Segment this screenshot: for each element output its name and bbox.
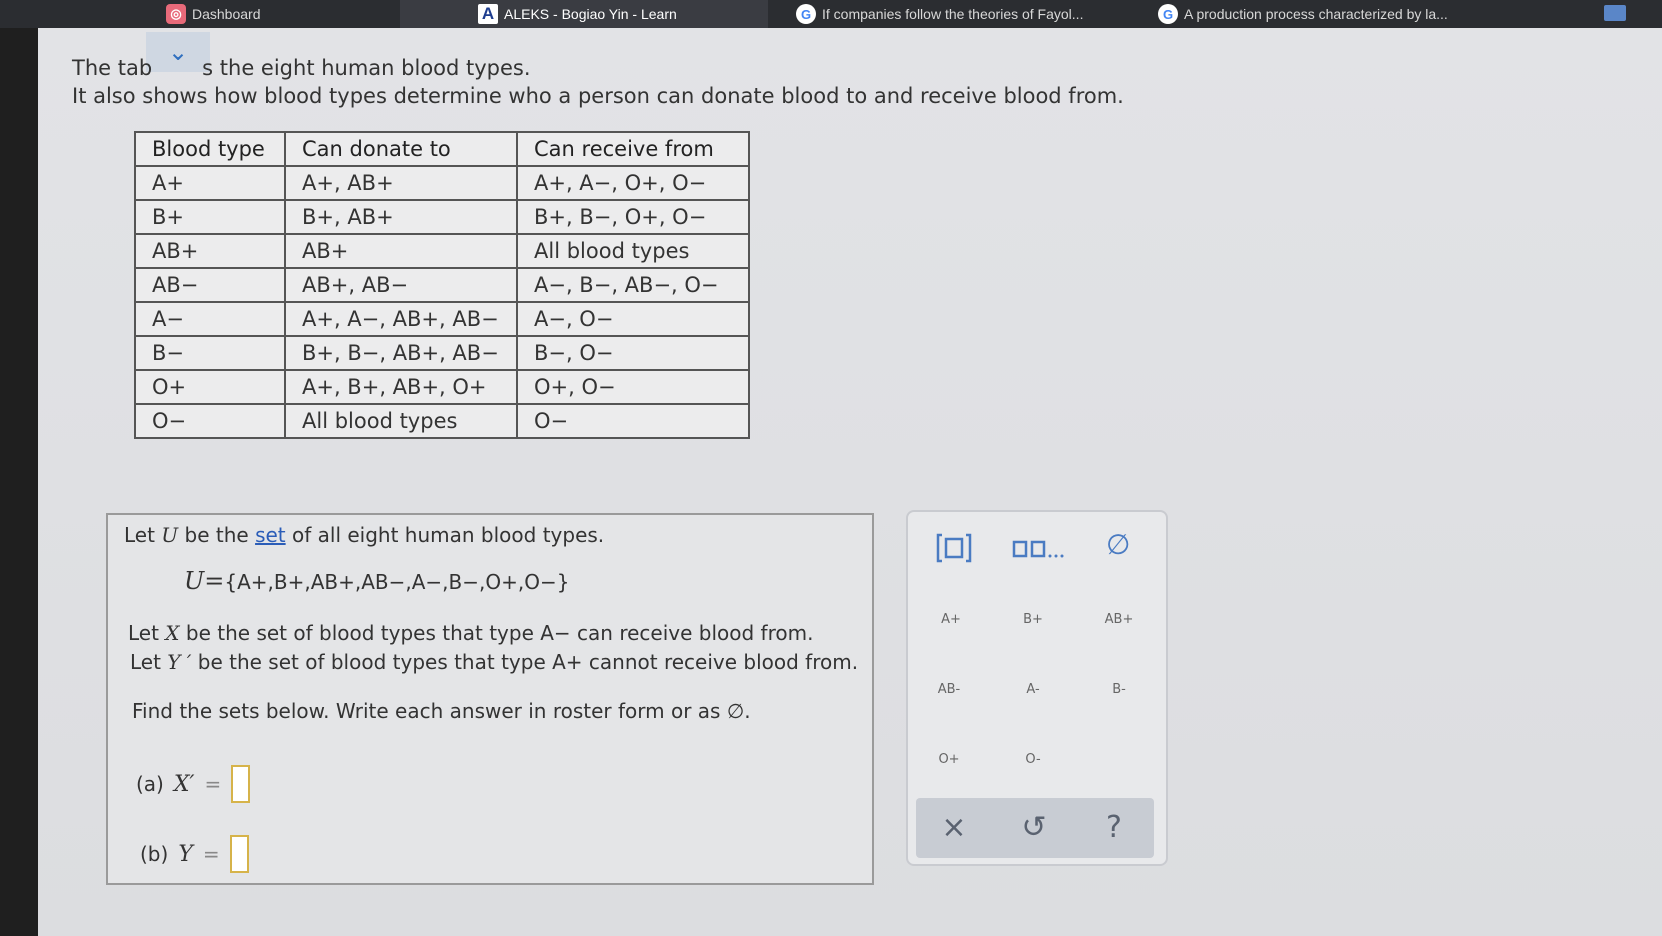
table-cell: All blood types [285, 404, 517, 438]
universal-set-definition: U={A+,B+,AB+,AB−,A−,B−,O+,O−} [184, 567, 570, 595]
question-box [106, 513, 874, 885]
universal-set-text: Let U be the set of all eight human blood types. [124, 523, 605, 547]
table-cell: A− [135, 302, 285, 336]
table-row [135, 302, 749, 336]
empty-set-icon[interactable]: ∅ [1106, 528, 1131, 561]
keypad-button[interactable]: AB- [937, 682, 961, 697]
table-cell: A+, A−, O+, O− [517, 166, 749, 200]
blood-type-table [134, 131, 750, 439]
tab-dashboard[interactable] [160, 0, 400, 28]
column-header: Can donate to [285, 132, 517, 166]
table-cell: O+, O− [517, 370, 749, 404]
tab-label: A production process characterized by la... [1184, 6, 1448, 22]
tab-fayol[interactable] [790, 0, 1130, 28]
column-header: Blood type [135, 132, 285, 166]
table-row [135, 200, 749, 234]
table-row [135, 268, 749, 302]
table-cell: B+, AB+ [285, 200, 517, 234]
table-row [135, 166, 749, 200]
table-row [135, 234, 749, 268]
google-icon: G [1158, 4, 1178, 24]
table-cell: A+, A−, AB+, AB− [285, 302, 517, 336]
table-cell: B− [135, 336, 285, 370]
dashboard-icon: ◎ [166, 4, 186, 24]
tab-label: If companies follow the theories of Fayol... [822, 6, 1084, 22]
table-header-row [135, 132, 749, 166]
table-cell: A+ [135, 166, 285, 200]
keypad-button[interactable]: B+ [1023, 612, 1043, 627]
part-b: (b) Y = [140, 835, 249, 873]
table-cell: B+, B−, AB+, AB− [285, 336, 517, 370]
aleks-page [38, 28, 1662, 936]
table-cell: A+, AB+ [285, 166, 517, 200]
table-cell: All blood types [517, 234, 749, 268]
answer-b-input[interactable] [230, 835, 249, 873]
table-cell: B+ [135, 200, 285, 234]
keypad-button[interactable]: A+ [941, 612, 961, 627]
help-icon[interactable]: ? [1106, 810, 1122, 845]
table-cell: AB+ [285, 234, 517, 268]
tab-label: ALEKS - Bogiao Yin - Learn [504, 6, 677, 22]
table-cell: AB+, AB− [285, 268, 517, 302]
table-cell: A−, B−, AB−, O− [517, 268, 749, 302]
instruction-text: Find the sets below. Write each answer in roster form or as ∅. [132, 699, 751, 723]
extension-icon[interactable] [1604, 5, 1626, 21]
table-cell: AB− [135, 268, 285, 302]
answer-keypad [906, 510, 1168, 866]
undo-icon[interactable]: ↺ [1021, 810, 1047, 845]
keypad-button[interactable]: O- [1025, 752, 1041, 767]
keypad-button[interactable]: AB+ [1104, 612, 1134, 627]
tab-production[interactable] [1152, 0, 1482, 28]
keypad-button[interactable]: A- [1026, 682, 1040, 697]
table-row [135, 336, 749, 370]
table-cell: O− [135, 404, 285, 438]
set-y-text: Let Y ′ be the set of blood types that type A+ cannot receive blood from. [130, 650, 859, 674]
intro-text: The tab s the eight human blood types. It also shows how blood types determine who a person can donate blood to and receive blood from. [72, 56, 1124, 108]
table-cell: B−, O− [517, 336, 749, 370]
browser-tab-bar [0, 0, 1662, 28]
collapse-chevron-icon[interactable]: ⌄ [146, 32, 210, 72]
google-icon: G [796, 4, 816, 24]
table-cell: A+, B+, AB+, O+ [285, 370, 517, 404]
set-x-text: Let X be the set of blood types that type A− can receive blood from. [128, 621, 814, 645]
part-a: (a) X′ = [136, 765, 250, 803]
table-cell: O+ [135, 370, 285, 404]
tab-aleks[interactable] [400, 0, 768, 28]
table-cell: AB+ [135, 234, 285, 268]
table-cell: O− [517, 404, 749, 438]
table-row [135, 370, 749, 404]
column-header: Can receive from [517, 132, 749, 166]
table-row [135, 404, 749, 438]
answer-a-input[interactable] [231, 765, 250, 803]
braces-icon[interactable] [936, 532, 972, 571]
table-cell: A−, O− [517, 302, 749, 336]
tab-label: Dashboard [192, 6, 261, 22]
keypad-actions [916, 798, 1154, 858]
clear-icon[interactable]: × [941, 810, 967, 845]
set-link[interactable]: set [255, 523, 286, 547]
keypad-button[interactable]: B- [1112, 682, 1126, 697]
roster-icon[interactable] [1012, 536, 1068, 569]
aleks-icon: A [478, 4, 498, 24]
keypad-button[interactable]: O+ [938, 752, 960, 767]
table-cell: B+, B−, O+, O− [517, 200, 749, 234]
